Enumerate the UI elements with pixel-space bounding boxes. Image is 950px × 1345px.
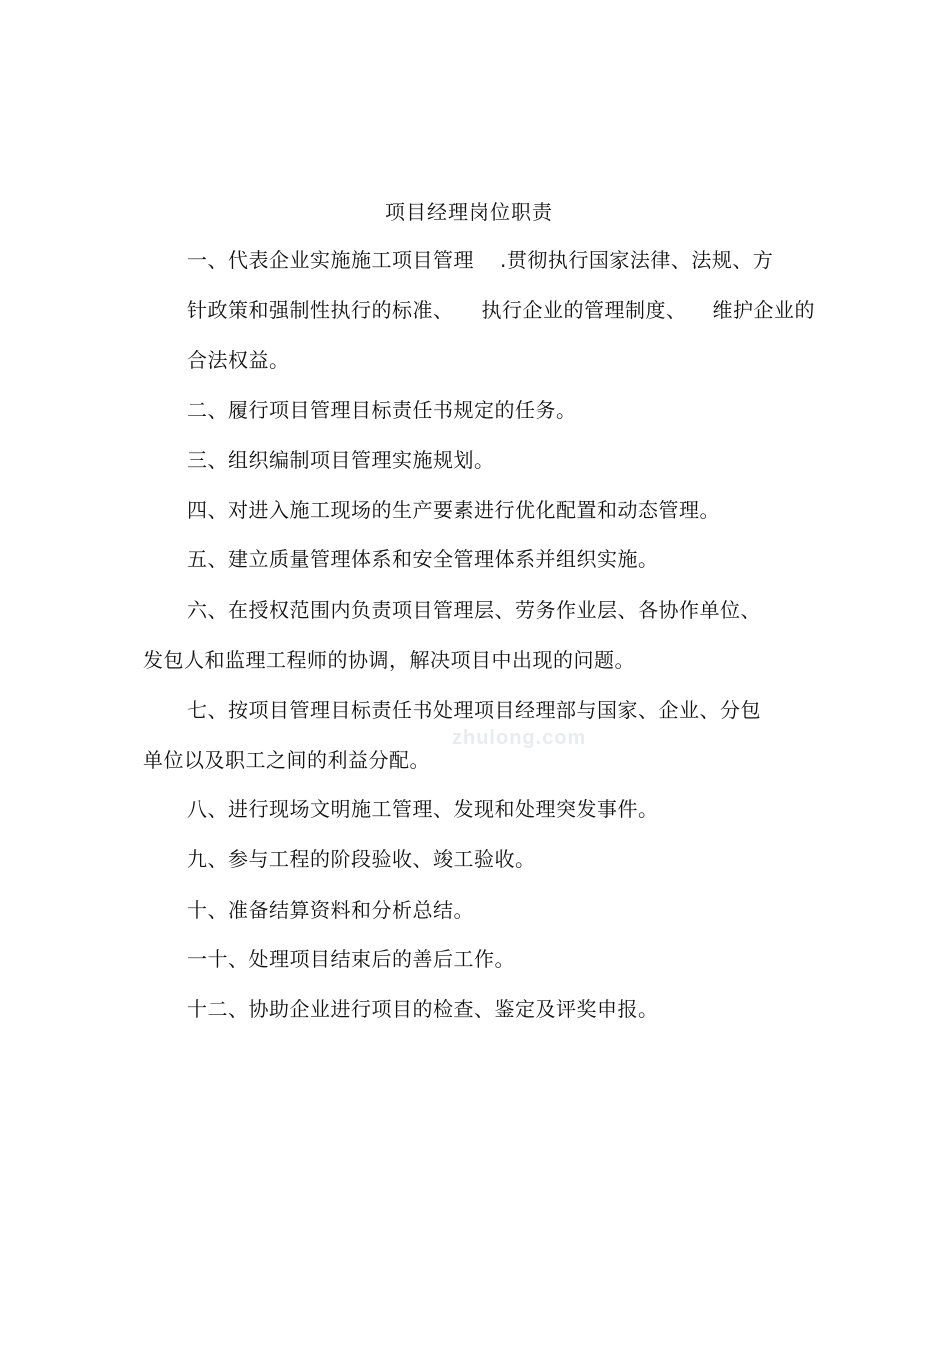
- paragraph-9: 九、参与工程的阶段验收、竣工验收。: [187, 847, 536, 871]
- paragraph-2: 二、履行项目管理目标责任书规定的任务。: [187, 398, 577, 422]
- paragraph-1-line-1: [187, 246, 773, 274]
- paragraph-12: 十二、协助企业进行项目的检查、鉴定及评奖申报。: [187, 997, 659, 1021]
- paragraph-1-line-3: 合法权益。: [187, 348, 290, 372]
- paragraph-6-line-2: 发包人和监理工程师的协调，解决项目中出现的问题。: [143, 648, 635, 672]
- paragraph-7-line-2: 单位以及职工之间的利益分配。: [143, 748, 430, 772]
- paragraph-10: 十、准备结算资料和分析总结。: [187, 898, 474, 922]
- text-segment: 针政策和强制性执行的标准、: [187, 298, 454, 322]
- text-segment: 一、代表企业实施施工项目管理: [187, 248, 474, 272]
- paragraph-3: 三、组织编制项目管理实施规划。: [187, 448, 495, 472]
- paragraph-5: 五、建立质量管理体系和安全管理体系并组织实施。: [187, 547, 659, 571]
- paragraph-6-line-1: 六、在授权范围内负责项目管理层、劳务作业层、各协作单位、: [187, 598, 761, 622]
- text-segment: .贯彻执行国家法律、法规、方: [500, 248, 774, 272]
- paragraph-4: 四、对进入施工现场的生产要素进行优化配置和动态管理。: [187, 498, 720, 522]
- paragraph-1-line-2: [187, 296, 815, 324]
- text-segment: 维护企业的: [712, 298, 815, 322]
- watermark: zhulong.com: [452, 727, 587, 749]
- page-title: 项目经理岗位职责: [385, 200, 553, 224]
- paragraph-8: 八、进行现场文明施工管理、发现和处理突发事件。: [187, 797, 659, 821]
- text-segment: 执行企业的管理制度、: [481, 298, 687, 322]
- paragraph-7-line-1: 七、按项目管理目标责任书处理项目经理部与国家、企业、分包: [187, 698, 761, 722]
- paragraph-11: 一十、处理项目结束后的善后工作。: [187, 947, 515, 971]
